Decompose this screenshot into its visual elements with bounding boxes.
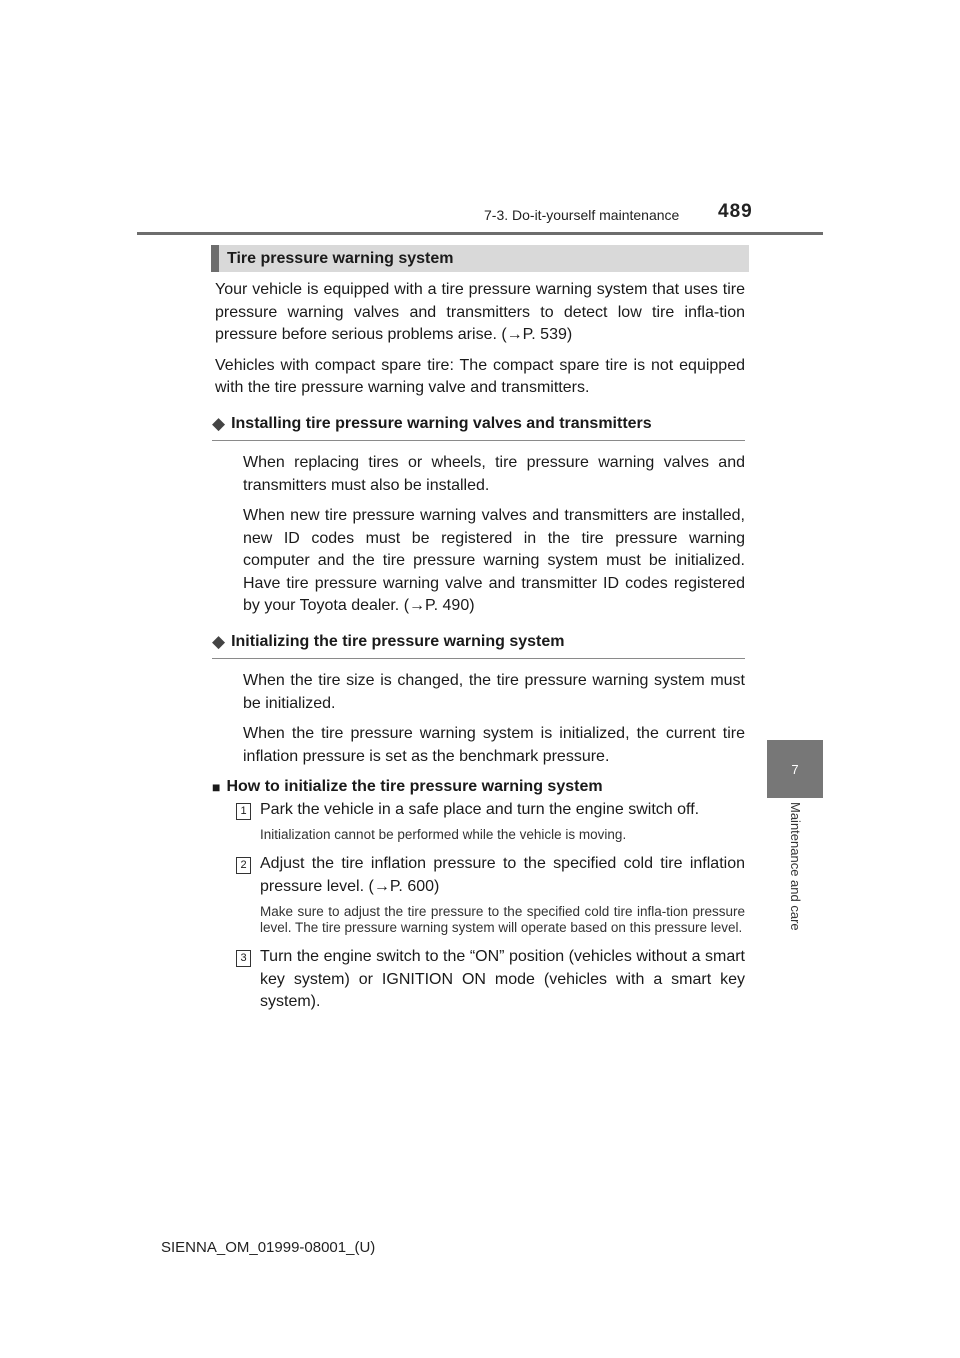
header-section-title: 7-3. Do-it-yourself maintenance — [484, 207, 680, 223]
document-code: SIENNA_OM_01999-08001_(U) — [161, 1239, 376, 1256]
step-number-box: 1 — [236, 803, 251, 820]
step-1 — [215, 799, 745, 822]
initializing-paragraph-2: When the tire pressure warning system is initialized, the current tire inflation pressure is set as the benchmark pressure. — [243, 725, 745, 765]
initializing-paragraph-1: When the tire size is changed, the tire pressure warning system must be initialized. — [243, 672, 745, 712]
installing-paragraph-1: When replacing tires or wheels, tire pressure warning valves and transmitters must also be installed. — [243, 454, 745, 494]
page-number: 489 — [718, 201, 753, 222]
chapter-label: Maintenance and care — [788, 802, 803, 931]
step-number-box: 2 — [236, 857, 251, 874]
subheading-installing-text: Installing tire pressure warning valves and transmitters — [231, 414, 652, 432]
section-title-bar — [211, 245, 749, 272]
howto-heading — [212, 776, 745, 799]
installing-paragraph-2: When new tire pressure warning valves and transmitters are installed, new ID codes must be registered in the tire pressure warning computer and the tire pressure warning system must be initialized. Have tire pressure warning valve and transmitter ID codes registered by your Toyota dealer. (→P. 490) — [243, 507, 745, 614]
howto-heading-text: How to initialize the tire pressure warning system — [226, 778, 603, 795]
subheading-initializing-text: Initializing the tire pressure warning system — [231, 632, 565, 650]
step-note: Make sure to adjust the tire pressure to the specified cold tire infla-tion pressure level. The tire pressure warning system will operate based on this pressure level. — [260, 904, 745, 935]
subheading-initializing — [212, 631, 745, 660]
step-text: Adjust the tire inflation pressure to the specified cold tire inflation pressure level. (→P. 600) — [260, 855, 745, 895]
step-text: Turn the engine switch to the “ON” position (vehicles without a smart key system) or IGNITION ON mode (vehicles with a smart key system). — [260, 948, 745, 1010]
subheading-installing — [212, 413, 745, 442]
intro-paragraph-1: Your vehicle is equipped with a tire pressure warning system that uses tire pressure warning valves and transmitters to detect low tire infla-tion pressure before serious problems arise. (→P. 539) — [215, 281, 745, 343]
step-2 — [215, 853, 745, 898]
diamond-bullet-icon: ◆ — [212, 631, 226, 651]
chapter-tab — [767, 740, 823, 798]
header-divider — [137, 232, 823, 235]
intro-paragraph-2: Vehicles with compact spare tire: The compact spare tire is not equipped with the tire pressure warning valve and transmitters. — [215, 356, 745, 396]
page-content — [212, 279, 745, 1014]
chapter-number: 7 — [791, 761, 799, 777]
diamond-bullet-icon: ◆ — [212, 413, 226, 433]
step-number-box: 3 — [236, 950, 251, 967]
section-title: Tire pressure warning system — [227, 249, 454, 267]
step-3 — [215, 946, 745, 1014]
step-note: Initialization cannot be performed while the vehicle is moving. — [260, 827, 627, 842]
step-text: Park the vehicle in a safe place and turn the engine switch off. — [260, 800, 700, 818]
square-bullet-icon: ■ — [212, 779, 221, 795]
